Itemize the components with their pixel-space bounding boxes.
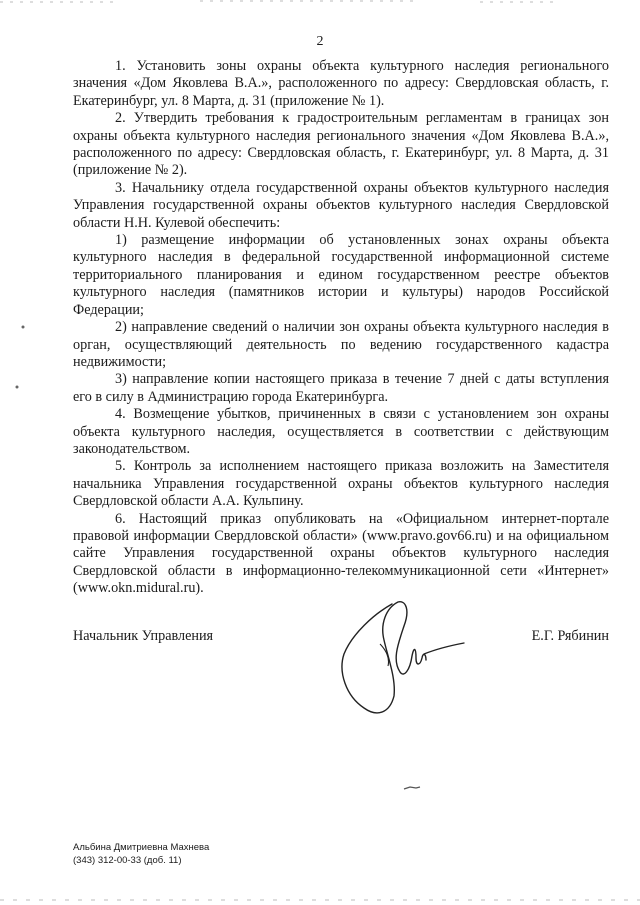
signer-position: Начальник Управления [73,628,214,644]
order-item: 3. Начальнику отдела государственной охраны объектов культурного наследия Управления государственной охраны объектов культурного наследия Свердловской области Н.Н. Кулевой обеспечить: [73,179,609,231]
bottom-edge-noise [0,896,640,904]
order-subitem: 2) направление сведений о наличии зон охраны объекта культурного наследия в орган, осуществляющий деятельность по ведению государственного кадастра недвижимости; [73,319,609,370]
scan-speck [14,384,20,390]
handwritten-signature [330,596,480,726]
order-item: 6. Настоящий приказ опубликовать на «Официальном интернет-портале правовой информации Свердловской области» (www.pravo.gov66.ru) и на официальном сайте Управления государственной охраны объектов культурного наследия Свердловской области в информационно-телекоммуникационной сети «Интернет» (www.okn.midural.ru). [73,510,609,597]
scan-speck [402,784,422,792]
order-subitem: 1) размещение информации об установленных зонах охраны объекта культурного наследия в федеральной государственной информационной системе территориального планирования и едином государственном реестре объектов культурного наследия (памятников истории и культуры) народов Российской Федерации; [73,232,609,318]
order-item: 2. Утвердить требования к градостроительным регламентам в границах зон охраны объекта культурного наследия регионального значения «Дом Яковлева В.А.», расположенного по адресу: Свердловская область, г. Екатеринбург, ул. 8 Марта, д. 31 (приложение № 2). [73,110,609,179]
page-number: 2 [316,34,324,49]
executor-name: Альбина Дмитриевна Махнева [73,842,210,853]
signer-name: Е.Г. Рябинин [531,628,609,644]
order-item: 1. Установить зоны охраны объекта культурного наследия регионального значения «Дом Яковлева В.А.», расположенного по адресу: Свердловская область, г. Екатеринбург, ул. 8 Марта, д. 31 (приложение № 1). [73,58,609,109]
executor-phone: (343) 312-00-33 (доб. 11) [73,855,182,866]
order-item: 5. Контроль за исполнением настоящего приказа возложить на Заместителя начальника Управления государственной охраны объектов культурного наследия Свердловской области А.А. Кульпину. [73,458,609,510]
order-item: 4. Возмещение убытков, причиненных в связи с установлением зон охраны объекта культурного наследия, осуществляется в соответствии с действующим законодательством. [73,406,609,457]
order-subitem: 3) направление копии настоящего приказа в течение 7 дней с даты вступления его в силу в Администрацию города Екатеринбурга. [73,371,609,405]
order-body [73,58,609,598]
top-edge-noise [0,0,640,6]
executor-info [73,841,209,867]
scan-speck [20,324,26,330]
